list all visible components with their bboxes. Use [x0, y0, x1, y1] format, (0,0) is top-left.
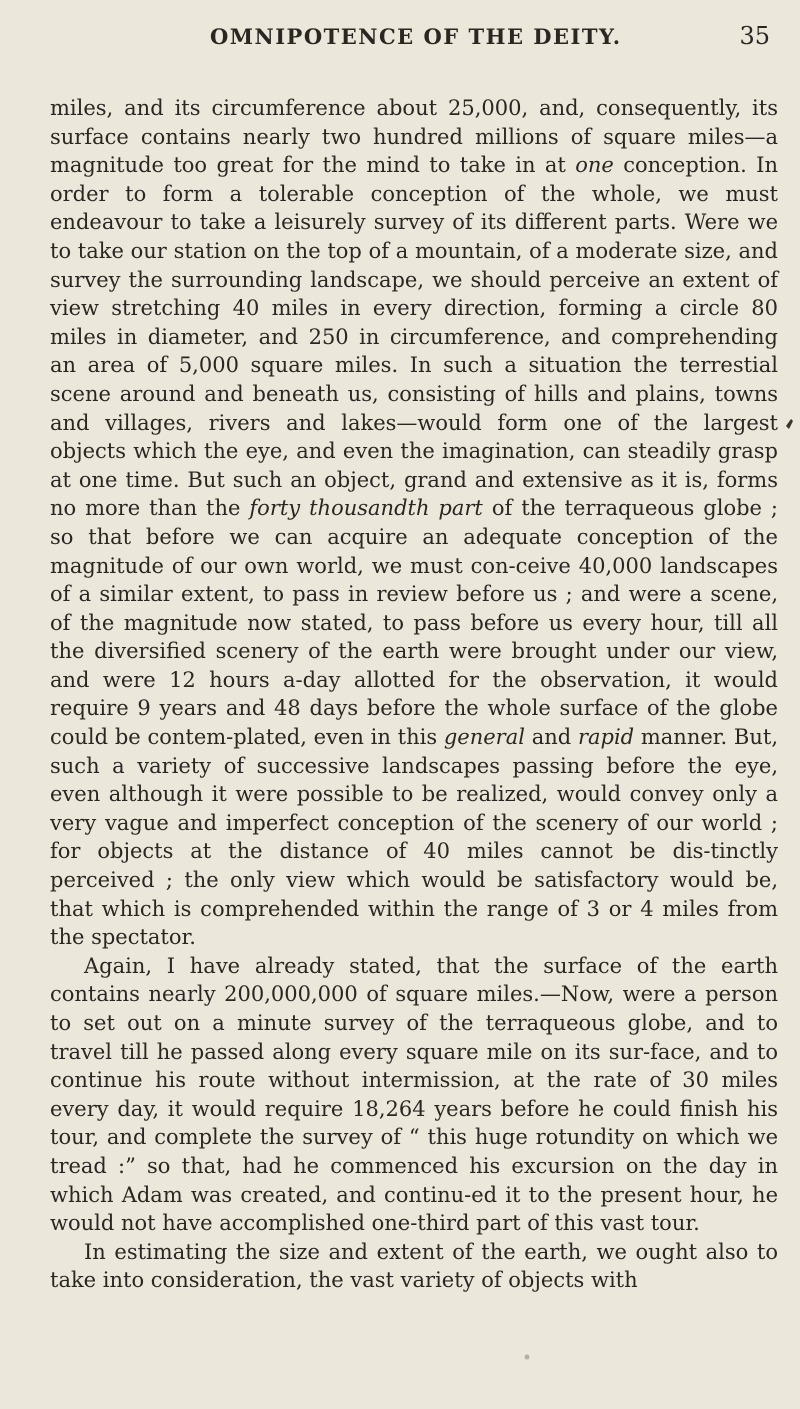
page-number: 35	[739, 22, 770, 50]
running-head	[50, 24, 778, 60]
paragraph	[50, 1238, 778, 1295]
text-run: of the terraqueous globe ; so that before we can acquire an adequate conception of the magnitude of our own world, we must con-ceive 40,000 landscapes of a similar extent, to pass in review before us ; and were a scene, of the magnitude now stated, to pass before us every hour, till all the diversified scenery of the earth were brought under our view, and were 12 hours a-day allotted for the observation, it would require 9 years and 48 days before the whole surface of the globe could be contem-plated, even in this	[50, 496, 778, 750]
italic-run: one	[575, 153, 614, 178]
italic-run: general	[443, 725, 525, 750]
text-run: miles, and its circumference about 25,000, and, consequently, its surface contains nearly two hundred millions of square miles—a magnitude too great for the mind to take in at	[50, 96, 778, 178]
text-run: In estimating the size and extent of the earth, we ought also to take into consideration, the vast variety of objects with	[50, 1239, 778, 1293]
italic-run: forty thousandth part	[249, 496, 483, 521]
body-text	[50, 94, 778, 1295]
text-run: manner. But, such a variety of successive landscapes passing before the eye, even although it were possible to be realized, would convey only a very vague and imperfect conception of the scenery of our world ; for objects at the distance of 40 miles cannot be dis-tinctly perceived ; the only view which would be satisfactory would be, that which is comprehended within the range of 3 or 4 miles from the spectator.	[50, 725, 778, 950]
italic-run: rapid	[577, 725, 635, 750]
paragraph	[50, 94, 778, 952]
text-run: Again, I have already stated, that the surface of the earth contains nearly 200,000,000 of square miles.—Now, were a person to set out on a minute survey of the terraqueous globe, and to travel till he passed along every square mile on its sur-face, and to continue his route without intermission, at the rate of 30 miles every day, it would require 18,264 years before he could finish his tour, and complete the survey of “ this huge rotundity on which we tread :” so that, had he commenced his excursion on the day in which Adam was created, and continu-ed it to the present hour, he would not have accomplished one-third part of this vast tour.	[50, 953, 778, 1236]
text-run: conception. In order to form a tolerable conception of the whole, we must endeavour to take a leisurely survey of its different parts. Were we to take our station on the top of a mountain, of a moderate size, and survey the surrounding landscape, we should perceive an extent of view stretching 40 miles in every direction, forming a circle 80 miles in diameter, and 250 in circumference, and comprehending an area of 5,000 square miles. In such a situation the terrestial scene around and beneath us, consisting of hills and plains, towns and villages, rivers and lakes—would form one of the largest objects which the eye, and even the imagination, can steadily grasp at one time. But such an object, grand and extensive as it is, forms no more than the	[50, 153, 778, 521]
text-run: and	[524, 725, 578, 750]
running-title: OMNIPOTENCE OF THE DEITY.	[210, 24, 622, 49]
paragraph	[50, 952, 778, 1238]
